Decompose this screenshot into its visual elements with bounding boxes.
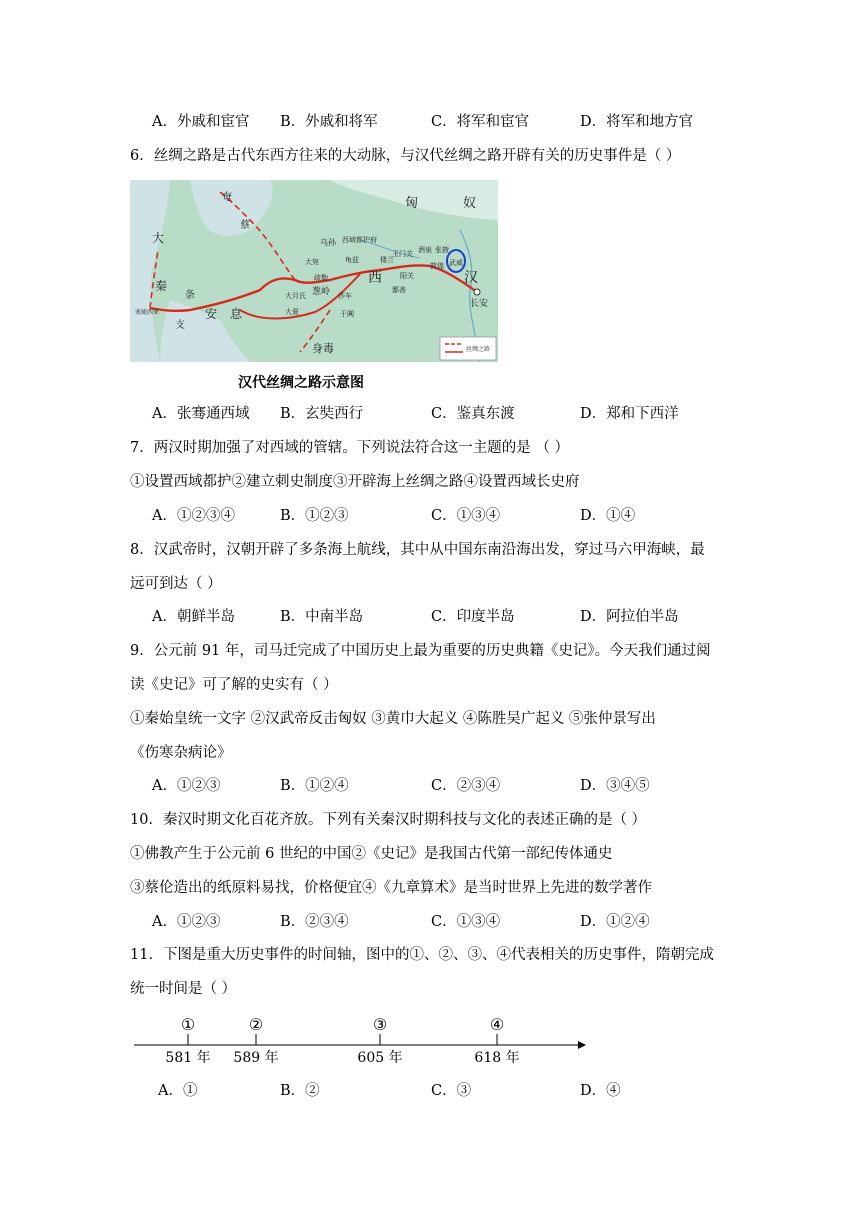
- label-yuezhi: 大月氏: [285, 292, 306, 300]
- label-anxi-1: 安: [205, 307, 218, 321]
- q8-stem-line2: 远可到达（ ）: [130, 576, 222, 592]
- label-wuwei: 武威: [449, 259, 463, 267]
- label-daxia: 大夏: [285, 308, 299, 316]
- label-dunhuang: 敦煌: [430, 262, 444, 270]
- q7-option-b: B．①②③: [280, 508, 349, 524]
- q7-option-d: D．①④: [580, 508, 636, 524]
- timeline-mark-3: ③: [372, 1015, 388, 1034]
- q6-option-c: C．鉴真东渡: [431, 406, 515, 422]
- q9-items-line1: ①秦始皇统一文字 ②汉武帝反击匈奴 ③黄巾大起义 ④陈胜吴广起义 ⑤张仲景写出: [130, 711, 656, 727]
- label-wusun: 乌孙: [320, 238, 336, 247]
- q10-items-line2: ③蔡伦造出的纸原料易找，价格便宜④《九章算术》是当时世界上先进的数学著作: [130, 880, 652, 896]
- label-dayuan: 大宛: [305, 258, 319, 266]
- q9-stem-line2: 读《史记》可了解的史实有（ ）: [130, 677, 338, 693]
- q9-option-c: C．②③④: [431, 778, 501, 794]
- q11-stem-line1: 11．下图是重大历史事件的时间轴，图中的①、②、③、④代表相关的历史事件，隋朝完成: [130, 947, 714, 963]
- timeline-svg: [130, 1010, 590, 1074]
- q11-option-c: C．③: [431, 1083, 472, 1099]
- label-tiao: 条: [185, 290, 195, 301]
- label-han: 汉: [464, 270, 478, 286]
- label-daqin-1: 大: [152, 231, 165, 245]
- q7-option-a: A．①②③④: [152, 508, 235, 524]
- q8-stem-line1: 8．汉武帝时，汉朝开辟了多条海上航线，其中从中国东南沿海出发，穿过马六甲海峡，最: [130, 542, 705, 558]
- q6-stem: 6．丝绸之路是古代东西方往来的大动脉，与汉代丝绸之路开辟有关的历史事件是（ ）: [130, 148, 681, 164]
- label-shache: 莎车: [338, 292, 352, 300]
- timeline-year-1: 581 年: [165, 1050, 211, 1066]
- q9-items-line2: 《伤寒杂病论》: [130, 745, 232, 761]
- timeline-year-3: 605 年: [357, 1050, 403, 1066]
- label-yan-1: 奄: [222, 192, 232, 203]
- q5-option-d: D．将军和地方官: [580, 114, 694, 130]
- q7-option-c: C．①③④: [431, 508, 501, 524]
- q6-option-d: D．郑和下西洋: [580, 406, 679, 422]
- timeline-mark-2: ②: [248, 1015, 264, 1034]
- q5-option-a: A．外戚和宦官: [152, 114, 250, 130]
- timeline-arrow: [578, 1041, 586, 1049]
- q11-option-b: B．②: [280, 1083, 320, 1099]
- timeline-year-2: 589 年: [233, 1050, 279, 1066]
- label-yumenguan: 玉门关: [392, 250, 413, 258]
- q8-option-b: B．中南半岛: [280, 609, 364, 625]
- q11-option-d: D．④: [580, 1083, 621, 1099]
- label-anxi-2: 息: [230, 307, 243, 321]
- q9-option-b: B．①②④: [280, 778, 349, 794]
- q8-option-c: C．印度半岛: [431, 609, 515, 625]
- label-guici: 龟兹: [345, 256, 359, 264]
- q6-option-a: A．张骞通西域: [152, 406, 250, 422]
- q10-stem: 10．秦汉时期文化百花齐放。下列有关秦汉时期科技与文化的表述正确的是（ ）: [130, 812, 647, 828]
- q9-stem-line1: 9．公元前 91 年，司马迁完成了中国历史上最为重要的历史典籍《史记》。今天我们通过阅: [130, 643, 711, 659]
- timeline-mark-1: ①: [180, 1015, 196, 1034]
- label-loulan: 楼兰: [380, 256, 394, 264]
- q10-option-b: B．②③④: [280, 914, 349, 930]
- changan-dot: [474, 289, 480, 295]
- label-yutian: 于阗: [340, 310, 354, 318]
- label-changan: 长安: [470, 299, 489, 309]
- legend-label: 丝绸之路: [466, 346, 491, 353]
- label-shule: 疏勒: [314, 274, 328, 282]
- map-caption: 汉代丝绸之路示意图: [238, 375, 364, 391]
- timeline-year-4: 618 年: [474, 1050, 520, 1066]
- label-zhi: 支: [175, 320, 185, 331]
- label-shanshan: 鄯善: [392, 286, 406, 294]
- label-xiongnu-1: 匈: [405, 196, 419, 211]
- q6-option-b: B．玄奘西行: [280, 406, 364, 422]
- label-shendu: 身毒: [312, 342, 334, 355]
- label-xiyuduhufu: 西域都护府: [342, 236, 377, 244]
- q9-option-d: D．③④⑤: [580, 778, 650, 794]
- label-xiyu: 西: [368, 270, 382, 286]
- label-yangguan: 阳关: [400, 272, 414, 280]
- label-xiongnu-2: 奴: [463, 196, 477, 211]
- label-tiaozhi-city: 塞琉西亚: [135, 309, 160, 316]
- q10-items-line1: ①佛教产生于公元前 6 世纪的中国②《史记》是我国古代第一部纪传体通史: [130, 846, 613, 862]
- q11-option-a: A．①: [158, 1083, 198, 1099]
- label-daqin-2: 秦: [155, 279, 168, 293]
- q5-option-c: C．将军和宦官: [431, 114, 530, 130]
- q5-option-b: B．外戚和将军: [280, 114, 378, 130]
- timeline-mark-4: ④: [489, 1015, 505, 1034]
- timeline: [130, 1010, 590, 1074]
- label-zhangye: 张掖: [435, 246, 449, 254]
- label-yan-2: 蔡: [240, 220, 250, 231]
- q8-option-a: A．朝鲜半岛: [152, 609, 235, 625]
- q9-option-a: A．①②③: [152, 778, 221, 794]
- label-jiuquan: 酒泉: [418, 246, 432, 254]
- q11-stem-line2: 统一时间是（ ）: [130, 981, 237, 997]
- q10-option-d: D．①②④: [580, 914, 650, 930]
- label-cong: 葱岭: [312, 287, 331, 297]
- q7-items: ①设置西域都护②建立刺史制度③开辟海上丝绸之路④设置西域长史府: [130, 474, 580, 490]
- silk-road-map-svg: [130, 180, 498, 362]
- q10-option-c: C．①③④: [431, 914, 501, 930]
- q8-option-d: D．阿拉伯半岛: [580, 609, 679, 625]
- q7-stem: 7．两汉时期加强了对西域的管辖。下列说法符合这一主题的是 （ ）: [130, 440, 569, 456]
- silk-road-map: [130, 180, 498, 362]
- q10-option-a: A．①②③: [152, 914, 221, 930]
